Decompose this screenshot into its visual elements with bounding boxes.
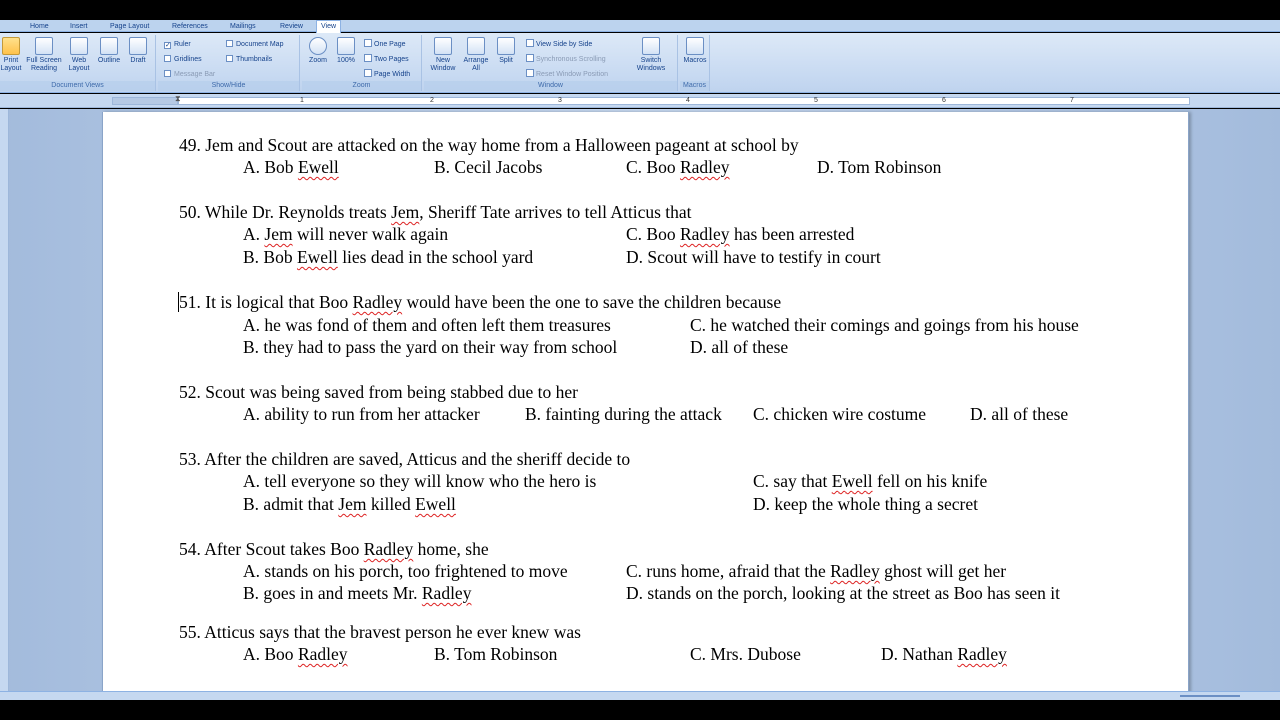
- synchronous-scrolling-button: [526, 54, 606, 66]
- question-53-option-a: A. tell everyone so they will know who the hero is: [243, 471, 597, 491]
- question-52-option-b: B. fainting during the attack: [525, 404, 722, 424]
- sync-scroll-icon: [526, 54, 534, 62]
- zoom-100-label: 100%: [337, 57, 355, 64]
- message-bar-check-icon: [164, 70, 171, 77]
- web-layout-button[interactable]: [66, 37, 92, 73]
- question-50-stem: 50. While Dr. Reynolds treats Jem, Sheriff Tate arrives to tell Atticus that: [179, 202, 692, 222]
- tab-home[interactable]: Home: [30, 23, 49, 30]
- group-label-show-hide: Show/Hide: [158, 81, 299, 91]
- question-50-option-a: A. Jem will never walk again: [243, 224, 449, 244]
- draft-button[interactable]: [126, 37, 150, 65]
- split-label: Split: [499, 57, 513, 64]
- group-window: [424, 35, 678, 91]
- group-document-views: [0, 35, 156, 91]
- zoom-slider[interactable]: [1180, 695, 1240, 697]
- outline-button[interactable]: [94, 37, 124, 65]
- message-bar-checkbox: [164, 69, 215, 81]
- status-bar: [0, 691, 1280, 700]
- question-54-stem: 54. After Scout takes Boo Radley home, she: [179, 539, 489, 559]
- outline-icon: [100, 37, 118, 55]
- one-page-icon: [364, 39, 372, 47]
- question-51-option-a: A. he was fond of them and often left them treasures: [243, 315, 611, 335]
- question-49-stem: 49. Jem and Scout are attacked on the way home from a Halloween pageant at school by: [179, 135, 799, 155]
- question-55-option-c: C. Mrs. Dubose: [690, 644, 801, 664]
- full-screen-reading-button[interactable]: [24, 37, 64, 73]
- question-52-option-a: A. ability to run from her attacker: [243, 404, 480, 424]
- document-map-checkbox[interactable]: [226, 39, 283, 51]
- tab-mailings[interactable]: Mailings: [230, 23, 256, 30]
- letterbox-bottom: [0, 700, 1280, 720]
- zoom-button[interactable]: [306, 37, 330, 65]
- indent-marker-icon[interactable]: ⧗: [175, 94, 181, 103]
- macros-button-label: Macros: [683, 57, 707, 64]
- question-55-option-d: D. Nathan Radley: [881, 644, 1007, 664]
- split-button[interactable]: [494, 37, 518, 65]
- thumbnails-label: Thumbnails: [236, 56, 273, 63]
- group-label-zoom: Zoom: [302, 81, 421, 91]
- outline-label: Outline: [97, 57, 121, 64]
- question-51-option-d: D. all of these: [690, 337, 789, 357]
- page-width-label: Page Width: [374, 71, 411, 78]
- document-map-label: Document Map: [236, 41, 284, 48]
- question-50-option-c: C. Boo Radley has been arrested: [626, 224, 855, 244]
- question-49-option-b: B. Cecil Jacobs: [434, 157, 543, 177]
- question-53-option-c: C. say that Ewell fell on his knife: [753, 471, 988, 491]
- question-54-option-d: D. stands on the porch, looking at the street as Boo has seen it: [626, 583, 1061, 603]
- view-side-by-side-button[interactable]: [526, 39, 592, 51]
- ruler-number: 6: [942, 97, 946, 104]
- full-screen-reading-icon: [35, 37, 53, 55]
- arrange-all-label: Arrange All: [463, 57, 489, 72]
- group-macros: [680, 35, 710, 91]
- macros-icon: [686, 37, 704, 55]
- ruler-check-icon: ✓: [165, 42, 171, 49]
- full-screen-reading-label: Full Screen Reading: [26, 57, 62, 72]
- new-window-label: New Window: [430, 57, 456, 72]
- two-pages-icon: [364, 54, 372, 62]
- zoom-100-button[interactable]: [334, 37, 358, 65]
- ruler-text-area: [178, 97, 1190, 105]
- ruler-number: 1: [300, 97, 304, 104]
- question-53-stem: 53. After the children are saved, Atticus and the sheriff decide to: [179, 449, 631, 469]
- ruler-label: Ruler: [174, 41, 191, 48]
- tab-references[interactable]: References: [172, 23, 208, 30]
- vertical-ruler: [0, 109, 9, 691]
- question-51-stem: 51. It is logical that Boo Radley would have been the one to save the children because: [179, 292, 782, 312]
- question-55-stem: 55. Atticus says that the bravest person he ever knew was: [179, 622, 581, 642]
- zoom-label: Zoom: [309, 57, 327, 64]
- draft-label: Draft: [130, 57, 146, 64]
- reset-position-icon: [526, 69, 534, 77]
- print-layout-label: Print Layout: [0, 57, 22, 72]
- question-50-option-d: D. Scout will have to testify in court: [626, 247, 881, 267]
- page-width-button[interactable]: [364, 69, 410, 81]
- print-layout-icon: [2, 37, 20, 55]
- zoom-100-icon: [337, 37, 355, 55]
- thumbnails-checkbox[interactable]: [226, 54, 272, 66]
- one-page-label: One Page: [374, 41, 406, 48]
- question-51-option-c: C. he watched their comings and goings from his house: [690, 315, 1079, 335]
- side-by-side-icon: [526, 39, 534, 47]
- question-54-option-b: B. goes in and meets Mr. Radley: [243, 583, 472, 603]
- ruler-left-margin: [112, 97, 178, 105]
- question-55-option-b: B. Tom Robinson: [434, 644, 558, 664]
- question-49-option-c: C. Boo Radley: [626, 157, 730, 177]
- question-50-option-b: B. Bob Ewell lies dead in the school yard: [243, 247, 534, 267]
- print-layout-button[interactable]: [0, 37, 22, 73]
- ruler-checkbox[interactable]: [164, 39, 191, 51]
- one-page-button[interactable]: [364, 39, 406, 51]
- tab-view[interactable]: View: [316, 20, 341, 33]
- group-label-document-views: Document Views: [0, 81, 155, 91]
- ruler-number: 2: [430, 97, 434, 104]
- question-52-stem: 52. Scout was being saved from being stabbed due to her: [179, 382, 579, 402]
- question-53-option-b: B. admit that Jem killed Ewell: [243, 494, 456, 514]
- question-53-option-d: D. keep the whole thing a secret: [753, 494, 978, 514]
- question-49-option-a: A. Bob Ewell: [243, 157, 339, 177]
- question-52-option-d: D. all of these: [970, 404, 1069, 424]
- group-show-hide: [158, 35, 300, 91]
- magnifier-icon: [309, 37, 327, 55]
- switch-windows-label: Switch Windows: [636, 57, 666, 72]
- tab-insert[interactable]: Insert: [70, 23, 88, 30]
- tab-review[interactable]: Review: [280, 23, 303, 30]
- web-layout-icon: [70, 37, 88, 55]
- draft-icon: [129, 37, 147, 55]
- group-zoom: [302, 35, 422, 91]
- macros-button[interactable]: [682, 37, 708, 65]
- document-page[interactable]: [102, 112, 1189, 694]
- page-width-icon: [364, 69, 372, 77]
- reset-window-position-label: Reset Window Position: [536, 71, 608, 78]
- two-pages-label: Two Pages: [374, 56, 409, 63]
- gridlines-check-icon: [164, 55, 171, 62]
- question-52-option-c: C. chicken wire costume: [753, 404, 927, 424]
- ruler-number: 7: [1070, 97, 1074, 104]
- horizontal-ruler[interactable]: [0, 94, 1280, 108]
- arrange-all-button[interactable]: [460, 37, 492, 73]
- gridlines-label: Gridlines: [174, 56, 202, 63]
- view-side-by-side-label: View Side by Side: [536, 41, 593, 48]
- question-49-option-d: D. Tom Robinson: [817, 157, 942, 177]
- message-bar-label: Message Bar: [174, 71, 216, 78]
- web-layout-label: Web Layout: [68, 57, 90, 72]
- ruler-number: 5: [814, 97, 818, 104]
- reset-window-position-button: [526, 69, 608, 81]
- ruler-number: 3: [558, 97, 562, 104]
- thumbnails-check-icon: [226, 55, 233, 62]
- group-label-window: Window: [424, 81, 677, 91]
- question-51-option-b: B. they had to pass the yard on their way from school: [243, 337, 618, 357]
- ribbon: [0, 33, 1280, 93]
- new-window-button[interactable]: [426, 37, 460, 73]
- gridlines-checkbox[interactable]: [164, 54, 202, 66]
- group-label-macros: Macros: [680, 81, 709, 91]
- question-54-option-c: C. runs home, afraid that the Radley ghost will get her: [626, 561, 1007, 581]
- question-54-option-a: A. stands on his porch, too frightened to move: [243, 561, 568, 581]
- split-icon: [497, 37, 515, 55]
- new-window-icon: [434, 37, 452, 55]
- switch-windows-icon: [642, 37, 660, 55]
- synchronous-scrolling-label: Synchronous Scrolling: [536, 56, 606, 63]
- document-map-check-icon: [226, 40, 233, 47]
- question-55-option-a: A. Boo Radley: [243, 644, 348, 664]
- two-pages-button[interactable]: [364, 54, 409, 66]
- letterbox-top: [0, 0, 1280, 20]
- switch-windows-button[interactable]: [628, 37, 674, 73]
- ruler-number: 4: [686, 97, 690, 104]
- arrange-all-icon: [467, 37, 485, 55]
- ribbon-tab-strip: [0, 20, 1280, 32]
- tab-page-layout[interactable]: Page Layout: [110, 23, 150, 30]
